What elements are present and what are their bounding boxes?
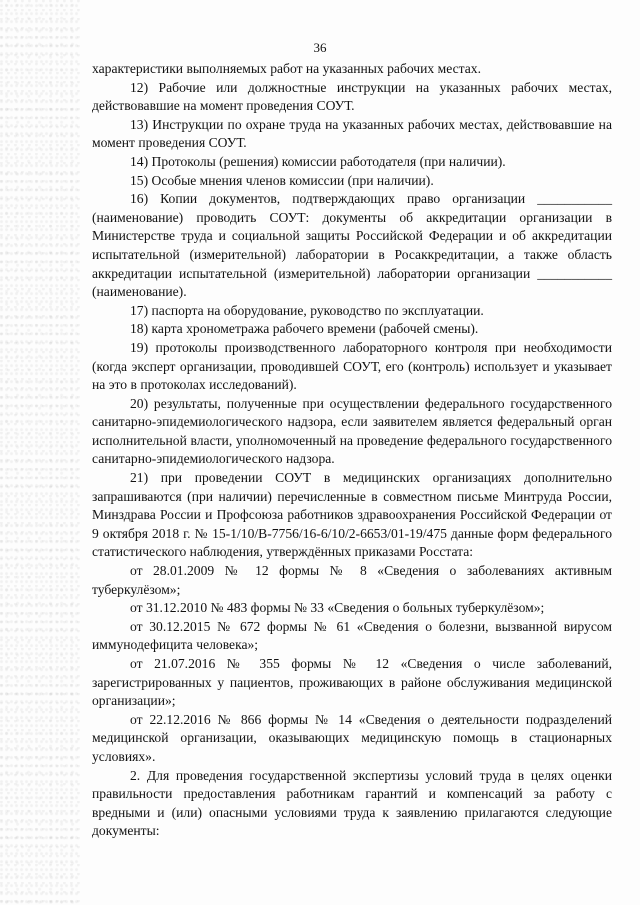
- paragraph-item-19: 19) протоколы производственного лабораторного контроля при необходимости (когда эксперт организации, проводившей СОУТ, его (контроль) использует и указывает на это в протоколах исследований).: [92, 339, 612, 393]
- paragraph-item-17: 17) паспорта на оборудование, руководство по эксплуатации.: [130, 302, 484, 318]
- paragraph-item-18: 18) карта хронометража рабочего времени (рабочей смены).: [130, 321, 479, 337]
- paragraph-item-15: 15) Особые мнения членов комиссии (при наличии).: [130, 172, 434, 188]
- scan-noise: [0, 0, 80, 905]
- page-number: 36: [313, 40, 327, 55]
- paragraph-form-12: от 21.07.2016 № 355 формы № 12 «Сведения о числе заболеваний, зарегистрированных у пациентов, проживающих в районе обслуживания медицинской организации»;: [92, 656, 612, 709]
- paragraph-item-20: 20) результаты, полученные при осуществлении федерального государственного санитарно-эпидемиологического надзора, если заявителем является федеральный орган исполнительной власти, уполномоченный на проведение федерального государственного санитарно-эпидемиологического надзора.: [92, 395, 612, 467]
- paragraph-item-13: 13) Инструкции по охране труда на указанных рабочих местах, действовавшие на момент проведения СОУТ.: [92, 116, 612, 151]
- paragraph-form-8: от 28.01.2009 № 12 формы № 8 «Сведения о заболеваниях активным туберкулёзом»;: [92, 563, 612, 597]
- paragraph-item-16: 16) Копии документов, подтверждающих право организации ___________ (наименование) проводить СОУТ: документы об аккредитации организации в Министерстве труда и социальной защиты Российской Федерации и об аккредитации испытательной (измерительной) лаборатории в Росаккредитации, а также область аккредитации испытательной (измерительной) лаборатории организации ___________ (наименование).: [92, 191, 612, 300]
- paragraph-item-12: 12) Рабочие или должностные инструкции на указанных рабочих местах, действовавшие на момент проведения СОУТ.: [92, 79, 612, 114]
- document-body: [92, 60, 612, 841]
- paragraph-form-33: от 31.12.2010 № 483 формы № 33 «Сведения о больных туберкулёзом»;: [130, 600, 545, 616]
- paragraph-item-14: 14) Протоколы (решения) комиссии работодателя (при наличии).: [130, 153, 506, 169]
- paragraph-continuation: характеристики выполняемых работ на указанных рабочих местах.: [92, 61, 481, 76]
- paragraph-section-2: 2. Для проведения государственной экспертизы условий труда в целях оценки правильности предоставления работникам гарантий и компенсаций за работу с вредными и (или) опасными условиями труда к заявлению прилагаются следующие документы:: [92, 767, 612, 839]
- paragraph-item-21: 21) при проведении СОУТ в медицинских организациях дополнительно запрашиваются (при наличии) перечисленные в совместном письме Минтруда России, Минздрава России и Профсоюза работников здравоохранения Российской Федерации от 9 октября 2018 г. № 15-1/10/В-7756/16-6/10/2-6653/01-19/475 данные форм федерального статистического наблюдения, утверждённых приказами Росстата:: [92, 470, 612, 560]
- paragraph-form-61: от 30.12.2015 № 672 формы № 61 «Сведения о болезни, вызванной вирусом иммунодефицита человека»;: [92, 618, 612, 653]
- paragraph-form-14: от 22.12.2016 № 866 формы № 14 «Сведения о деятельности подразделений медицинской организации, оказывающих медицинскую помощь в стационарных условиях».: [92, 711, 612, 764]
